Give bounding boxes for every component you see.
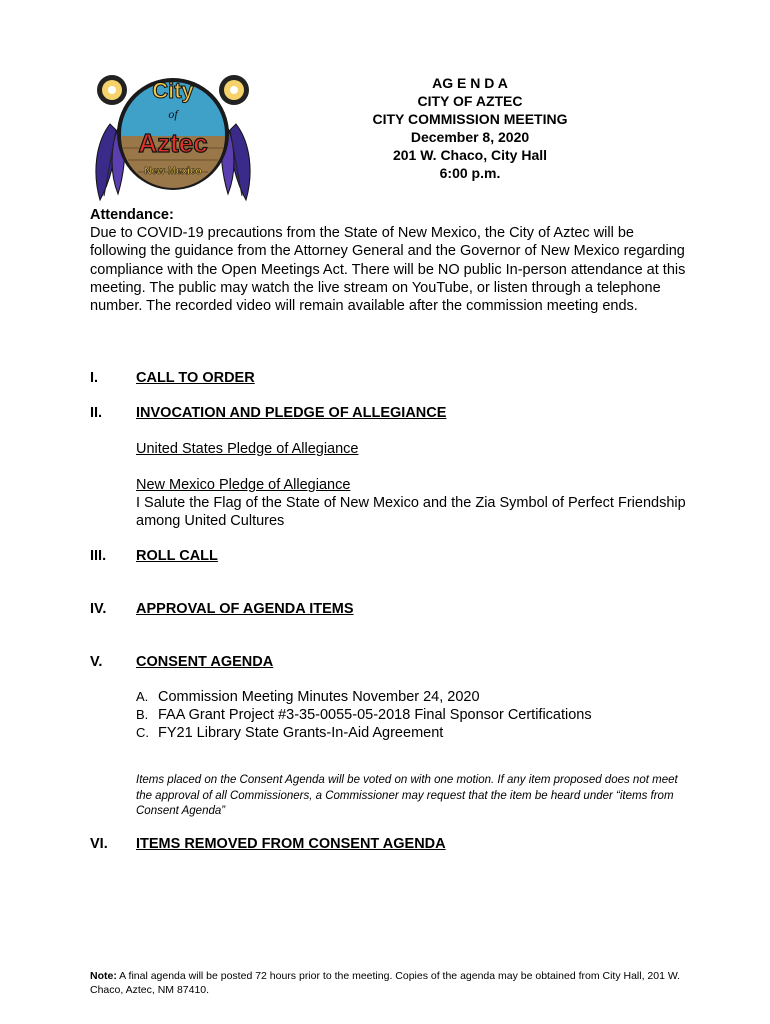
section-number: I. bbox=[90, 370, 99, 386]
section-number: II. bbox=[90, 405, 103, 421]
left-sun-icon bbox=[97, 75, 127, 105]
consent-item-text: FY21 Library State Grants-In-Aid Agreement bbox=[158, 725, 444, 741]
logo-aztec-text: Aztec bbox=[138, 128, 208, 158]
attendance-title: Attendance: bbox=[90, 207, 174, 223]
section-title-approval: APPROVAL OF AGENDA ITEMS bbox=[136, 601, 354, 617]
us-pledge-label: United States Pledge of Allegiance bbox=[136, 441, 359, 457]
consent-item-letter: A. bbox=[136, 689, 149, 704]
list-item bbox=[136, 724, 696, 742]
consent-item-text: Commission Meeting Minutes November 24, 2020 bbox=[158, 689, 480, 705]
footer-note-text: A final agenda will be posted 72 hours prior to the meeting. Copies of the agenda may be obtained from City Hall, 201 W. Chaco, Aztec, NM 87410. bbox=[90, 970, 681, 996]
agenda-header bbox=[330, 74, 610, 182]
meeting-name: CITY COMMISSION MEETING bbox=[372, 111, 568, 127]
section-number: IV. bbox=[90, 601, 107, 617]
consent-items-list bbox=[136, 688, 696, 742]
meeting-time: 6:00 p.m. bbox=[439, 165, 501, 181]
nm-pledge-label: New Mexico Pledge of Allegiance bbox=[136, 477, 351, 493]
attendance-text: Due to COVID-19 precautions from the State of New Mexico, the City of Aztec will be following the guidance from the Attorney General and the Governor of New Mexico regarding compliance with the Open Meetings Act. There will be NO public In-person attendance at this meeting. The public may watch the live stream on YouTube, or listen through a telephone number. The recorded video will remain available after the commission meeting ends. bbox=[90, 225, 686, 315]
meeting-location: 201 W. Chaco, City Hall bbox=[392, 147, 548, 163]
section-title-call-to-order: CALL TO ORDER bbox=[136, 370, 255, 386]
consent-item-letter: B. bbox=[136, 707, 149, 722]
logo-new-mexico-text: New Mexico bbox=[144, 166, 202, 177]
nm-pledge-text: I Salute the Flag of the State of New Mexico and the Zia Symbol of Perfect Friendship among United Cultures bbox=[136, 495, 686, 529]
consent-item-letter: C. bbox=[136, 725, 149, 740]
footer-note-label: Note: bbox=[90, 970, 117, 982]
us-pledge bbox=[136, 440, 696, 458]
consent-item-text: FAA Grant Project #3-35-0055-05-2018 Final Sponsor Certifications bbox=[158, 707, 592, 723]
consent-agenda-note: Items placed on the Consent Agenda will be voted on with one motion. If any item proposed does not meet the approval of all Commissioners, a Commissioner may request that the item be heard under “items from Consent Agenda” bbox=[136, 774, 678, 817]
section-number: III. bbox=[90, 548, 107, 564]
right-sun-icon bbox=[219, 75, 249, 105]
list-item bbox=[136, 688, 696, 706]
section-number: V. bbox=[90, 654, 103, 670]
section-number: VI. bbox=[90, 836, 108, 852]
footer-note bbox=[90, 969, 690, 997]
section-title-consent-agenda: CONSENT AGENDA bbox=[136, 654, 274, 670]
agenda-title: AG E N D A bbox=[432, 75, 508, 91]
section-title-invocation: INVOCATION AND PLEDGE OF ALLEGIANCE bbox=[136, 405, 447, 421]
nm-pledge bbox=[136, 476, 696, 530]
section-title-items-removed: ITEMS REMOVED FROM CONSENT AGENDA bbox=[136, 836, 446, 852]
city-name: CITY OF AZTEC bbox=[417, 93, 523, 109]
attendance-block bbox=[90, 206, 690, 315]
city-of-aztec-logo bbox=[88, 62, 258, 212]
logo-of-text: of bbox=[168, 107, 178, 121]
logo-city-text: City bbox=[152, 78, 194, 103]
section-title-roll-call: ROLL CALL bbox=[136, 548, 218, 564]
meeting-date: December 8, 2020 bbox=[410, 129, 530, 145]
list-item bbox=[136, 706, 696, 724]
